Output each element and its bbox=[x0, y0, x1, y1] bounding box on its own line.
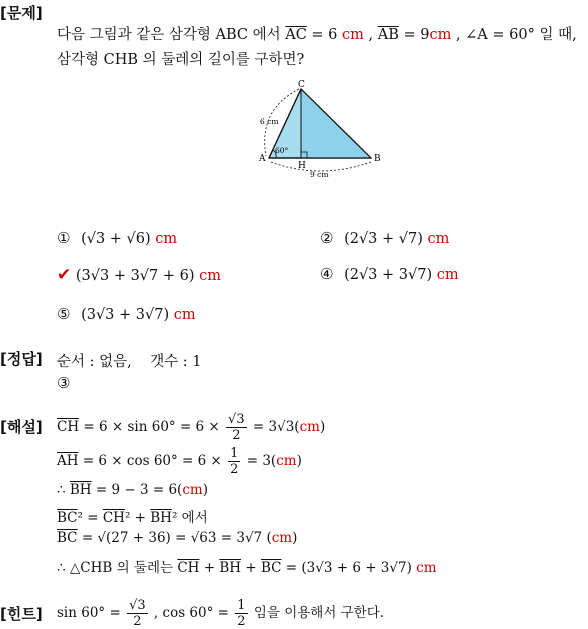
hint-label: [힌트] bbox=[0, 605, 43, 623]
unit: cm bbox=[173, 307, 196, 323]
solution-text: = 9 − 3 = 6( bbox=[95, 482, 183, 498]
fraction bbox=[235, 598, 247, 629]
solution-text: ) bbox=[292, 530, 298, 546]
option-number: ① bbox=[57, 229, 71, 247]
option-text: (2√3 + √7) bbox=[344, 231, 423, 247]
option-2[interactable] bbox=[320, 229, 449, 247]
option-number: ④ bbox=[320, 265, 334, 283]
solution-text: ) bbox=[319, 419, 326, 435]
solution-line-6 bbox=[57, 556, 437, 576]
question-text: , bbox=[368, 27, 374, 43]
segment-ac: $\overline{AC}$ bbox=[285, 27, 307, 43]
solution-text: = 6 × cos 60° = 6 × bbox=[82, 453, 222, 469]
numerator: 1 bbox=[230, 446, 239, 461]
unit: cm bbox=[299, 419, 320, 435]
segment-ab: $\overline{AB}$ bbox=[377, 27, 399, 43]
segment-bh: $\overline{BH}$ bbox=[219, 560, 242, 576]
option-text: (√3 + √6) bbox=[81, 231, 151, 247]
unit: cm bbox=[342, 27, 364, 43]
vertex-h: H bbox=[298, 161, 306, 171]
segment-bh: $\overline{BH}$ bbox=[69, 482, 92, 498]
fraction bbox=[226, 412, 247, 443]
hint-text: 임을 이용해서 구한다. bbox=[253, 605, 385, 621]
numerator: √3 bbox=[228, 412, 245, 427]
solution-line-4 bbox=[57, 506, 208, 526]
check-icon: ✔ bbox=[57, 265, 72, 285]
hint-line bbox=[57, 598, 384, 629]
segment-ch: $\overline{CH}$ bbox=[177, 560, 200, 576]
segment-bc: $\overline{BC}$ bbox=[260, 560, 282, 576]
segment-ch: $\overline{CH}$ bbox=[57, 419, 80, 435]
option-text: (3√3 + 3√7) bbox=[81, 307, 170, 323]
unit: cm bbox=[271, 530, 293, 546]
unit: cm bbox=[416, 560, 437, 576]
segment-ch: $\overline{CH}$ bbox=[102, 510, 125, 526]
triangle-figure bbox=[254, 80, 394, 180]
side-ac-label: 6 cm bbox=[260, 117, 279, 126]
solution-text: ² = bbox=[77, 510, 99, 526]
plus-sign: + bbox=[203, 560, 216, 576]
option-5[interactable] bbox=[57, 305, 196, 323]
option-1[interactable] bbox=[57, 229, 177, 247]
solution-text: ² + bbox=[124, 510, 146, 526]
therefore-symbol: ∴ bbox=[57, 482, 66, 498]
solution-label: [해설] bbox=[0, 418, 43, 436]
solution-line-1 bbox=[57, 412, 325, 443]
solution-text: = 3√3( bbox=[252, 419, 300, 435]
segment-bh: $\overline{BH}$ bbox=[150, 510, 172, 526]
angle-label: 60° bbox=[275, 146, 289, 155]
solution-text: = √(27 + 36) = √63 = 3√7 ( bbox=[81, 530, 272, 546]
solution-text: = 6 × sin 60° = 6 × bbox=[83, 419, 220, 435]
option-text: (3√3 + 3√7 + 6) bbox=[75, 268, 195, 284]
question-line-2: 삼각형 CHB 의 둘레의 길이를 구하면? bbox=[57, 52, 305, 68]
solution-text: = (3√3 + 6 + 3√7) bbox=[285, 560, 412, 576]
answer-order: 순서 : 없음, bbox=[57, 354, 132, 370]
plus-sign: + bbox=[245, 560, 257, 576]
unit: cm bbox=[182, 482, 203, 498]
denominator: 2 bbox=[232, 428, 241, 443]
option-3[interactable] bbox=[57, 265, 221, 285]
option-number: ⑤ bbox=[57, 305, 71, 323]
problem-label: [문제] bbox=[0, 4, 43, 22]
question-line-1 bbox=[57, 23, 577, 44]
option-number: ② bbox=[320, 229, 334, 247]
hint-text: , cos 60° = bbox=[153, 605, 229, 621]
segment-bc: $\overline{BC}$ bbox=[57, 530, 78, 546]
option-text: (2√3 + 3√7) bbox=[344, 267, 433, 283]
segment-ah: $\overline{AH}$ bbox=[57, 453, 79, 469]
fraction bbox=[127, 598, 148, 629]
unit: cm bbox=[155, 231, 178, 247]
answer-count: 갯수 : 1 bbox=[150, 354, 202, 370]
solution-text: ) bbox=[202, 482, 208, 498]
answer-value: ③ bbox=[57, 374, 71, 392]
numerator: 1 bbox=[237, 598, 246, 613]
side-ab-label: 9 cm bbox=[310, 170, 329, 179]
question-text: , ∠A = 60° 일 때, bbox=[455, 27, 577, 43]
segment-bc: $\overline{BC}$ bbox=[57, 510, 78, 526]
option-4[interactable] bbox=[320, 265, 459, 283]
solution-line-3 bbox=[57, 482, 208, 498]
numerator: √3 bbox=[129, 598, 146, 613]
denominator: 2 bbox=[133, 614, 142, 629]
question-text: = 6 bbox=[311, 27, 338, 43]
solution-text: = 3( bbox=[246, 453, 277, 469]
unit: cm bbox=[427, 231, 450, 247]
solution-text: ) bbox=[296, 453, 302, 469]
vertex-b: B bbox=[374, 154, 381, 164]
solution-text: ∴ △CHB 의 둘레는 bbox=[57, 560, 174, 576]
solution-line-2 bbox=[57, 446, 302, 477]
fraction bbox=[228, 446, 240, 477]
question-text: 다음 그림과 같은 삼각형 ABC 에서 bbox=[57, 27, 281, 43]
hint-text: sin 60° = bbox=[57, 605, 121, 621]
denominator: 2 bbox=[237, 614, 246, 629]
unit: cm bbox=[429, 27, 452, 43]
vertex-c: C bbox=[298, 80, 305, 90]
vertex-a: A bbox=[259, 154, 266, 164]
unit: cm bbox=[199, 268, 221, 284]
solution-line-5 bbox=[57, 530, 297, 546]
solution-text: ² 에서 bbox=[171, 510, 208, 526]
unit: cm bbox=[276, 453, 297, 469]
denominator: 2 bbox=[230, 462, 239, 477]
answer-label: [정답] bbox=[0, 350, 43, 368]
question-text: = 9 bbox=[403, 27, 430, 43]
answer-meta bbox=[57, 350, 202, 371]
unit: cm bbox=[436, 267, 459, 283]
